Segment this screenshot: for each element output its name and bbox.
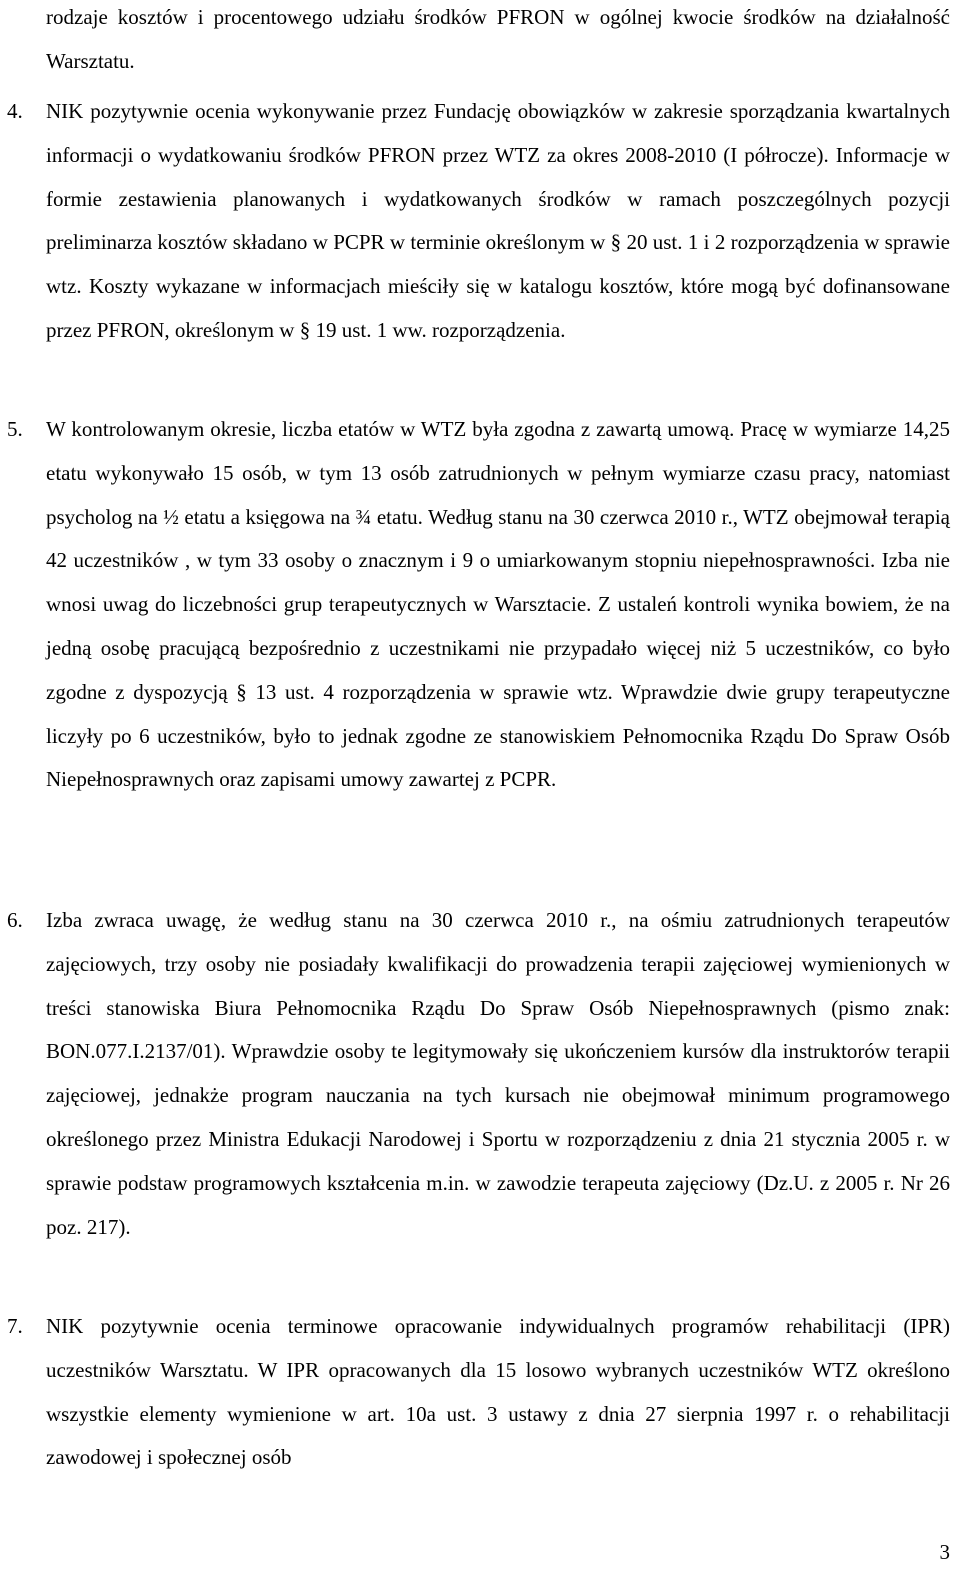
item-text: NIK pozytywnie ocenia terminowe opracowanie indywidualnych programów rehabilitacji (IPR) uczestników Warsztatu. W IPR opracowanych dla 15 losowo wybranych uczestników WTZ określono wszystkie elementy wymienione w art. 10a ust. 3 ustawy z dnia 27 sierpnia 1997 r. o rehabilitacji zawodowej i społecznej osób (46, 1314, 950, 1470)
page-number: 3 (939, 1540, 950, 1564)
item-number: 5. (7, 417, 23, 441)
item-number: 4. (7, 99, 23, 123)
item-number: 6. (7, 908, 23, 932)
item-text: W kontrolowanym okresie, liczba etatów w WTZ była zgodna z zawartą umową. Pracę w wymiarze 14,25 etatu wykonywało 15 osób, w tym 13 osób zatrudnionych w pełnym wymiarze czasu pracy, natomiast psycholog na ½ etatu a księgowa na ¾ etatu. Według stanu na 30 czerwca 2010 r., WTZ obejmował terapią 42 uczestników , w tym 33 osoby o znacznym i 9 o umiarkowanym stopniu niepełnosprawności. Izba nie wnosi uwag do liczebności grup terapeutycznych w Warsztacie. Z ustaleń kontroli wynika bowiem, że na jedną osobę pracującą bezpośrednio z uczestnikami nie przypadało więcej niż 5 uczestników, co było zgodne z dyspozycją § 13 ust. 4 rozporządzenia w sprawie wtz. Wprawdzie dwie grupy terapeutyczne liczyły po 6 uczestników, było to jednak zgodne ze stanowiskiem Pełnomocnika Rządu Do Spraw Osób Niepełnosprawnych oraz zapisami umowy zawartej z PCPR. (46, 417, 950, 792)
item-number: 7. (7, 1314, 23, 1338)
item-text: Izba zwraca uwagę, że według stanu na 30 czerwca 2010 r., na ośmiu zatrudnionych terapeutów zajęciowych, trzy osoby nie posiadały kwalifikacji do prowadzenia terapii zajęciowej wymienionych w treści stanowiska Biura Pełnomocnika Rządu Do Spraw Osób Niepełnosprawnych (pismo znak: BON.077.I.2137/01). Wprawdzie osoby te legitymowały się ukończeniem kursów dla instruktorów terapii zajęciowej, jednakże program nauczania na tych kursach nie obejmował minimum programowego określonego przez Ministra Edukacji Narodowej i Sportu w rozporządzeniu z dnia 21 stycznia 2005 r. w sprawie podstaw programowych kształcenia m.in. w zawodzie terapeuta zajęciowy (Dz.U. z 2005 r. Nr 26 poz. 217). (46, 908, 950, 1239)
item-text: NIK pozytywnie ocenia wykonywanie przez Fundację obowiązków w zakresie sporządzania kwartalnych informacji o wydatkowaniu środków PFRON przez WTZ za okres 2008-2010 (I półrocze). Informacje w formie zestawienia planowanych i wydatkowanych środków w ramach poszczególnych pozycji preliminarza kosztów składano w PCPR w terminie określonym w § 20 ust. 1 i 2 rozporządzenia w sprawie wtz. Koszty wykazane w informacjach mieściły się w katalogu kosztów, które mogą być dofinansowane przez PFRON, określonym w § 19 ust. 1 ww. rozporządzenia. (46, 99, 950, 342)
intro-paragraph: rodzaje kosztów i procentowego udziału środków PFRON w ogólnej kwocie środków na działalność Warsztatu. (46, 5, 950, 73)
